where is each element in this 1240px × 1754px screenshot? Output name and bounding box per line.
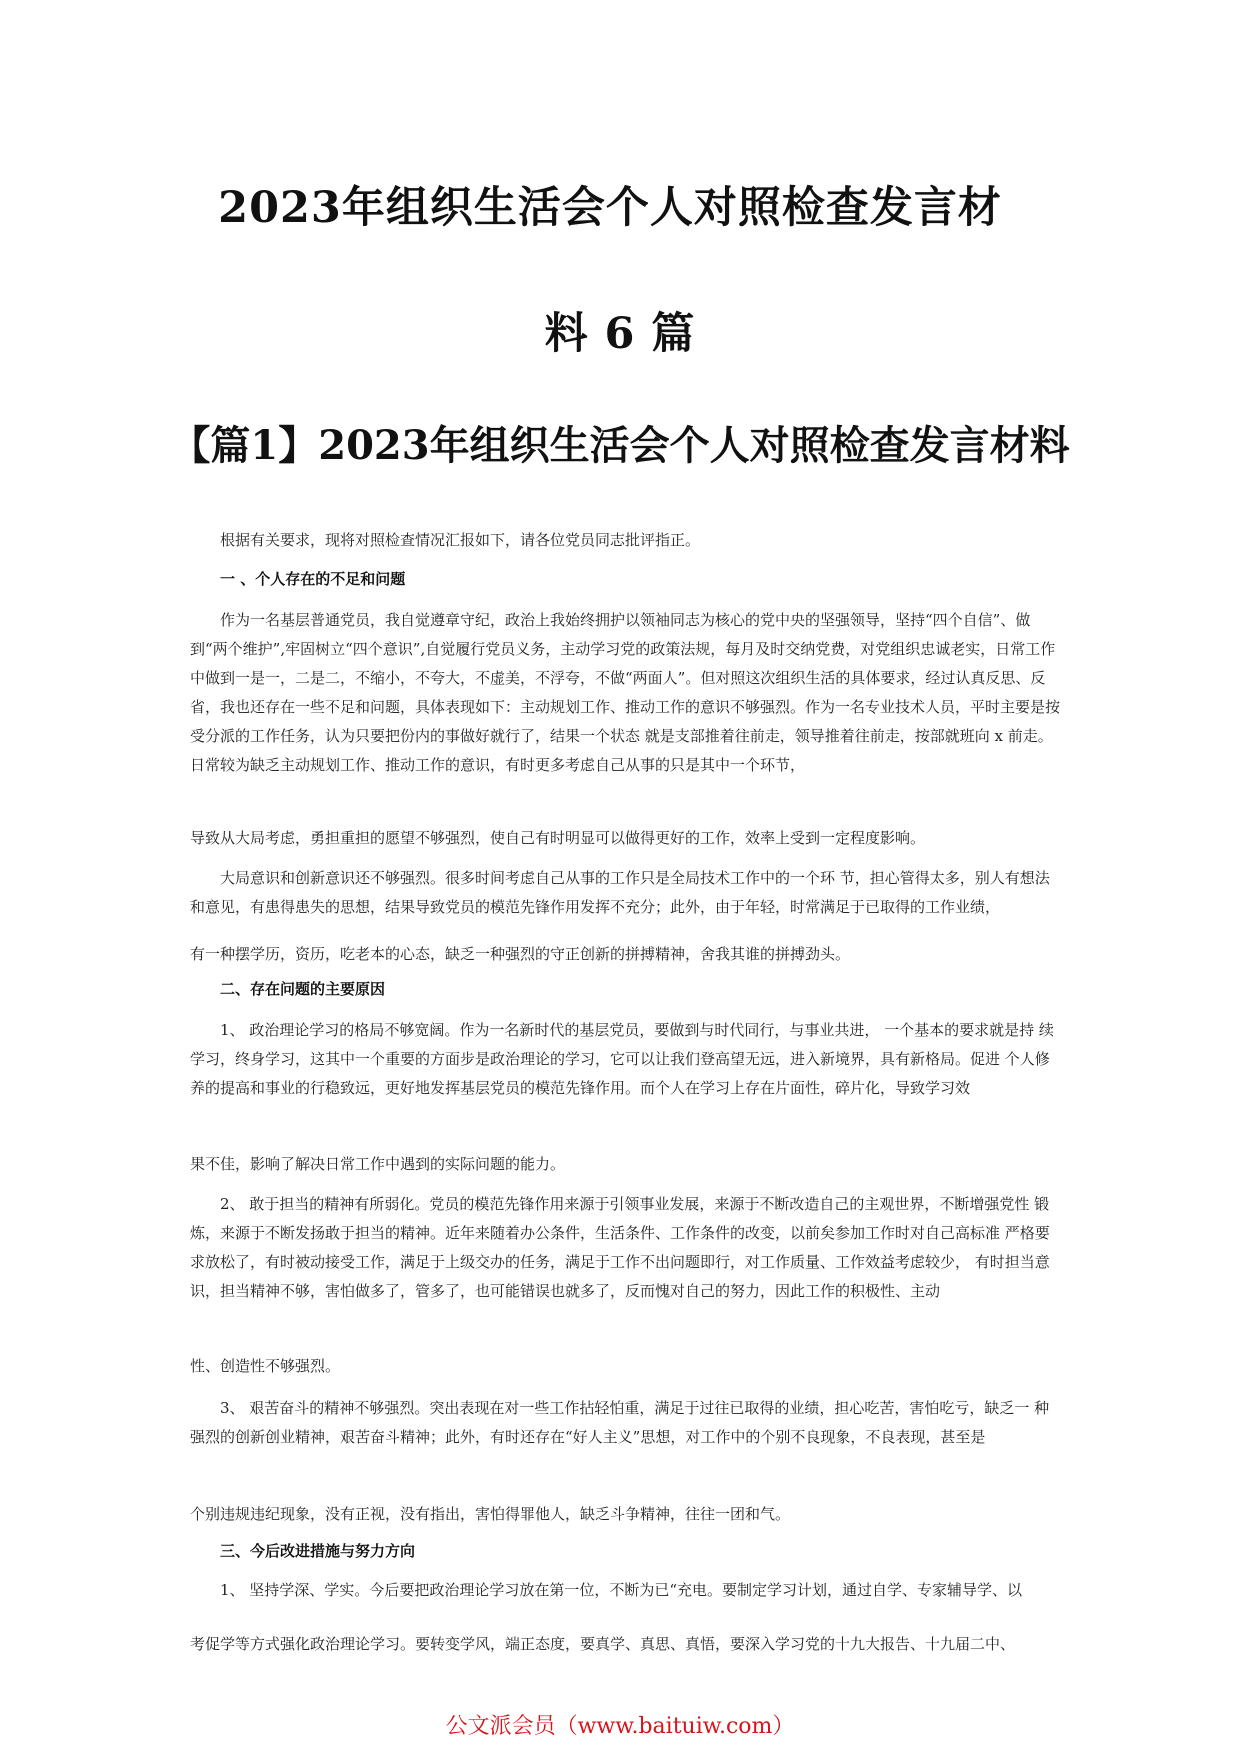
section2-heading: 二、存在问题的主要原因 [220, 980, 386, 998]
paragraph-5-cont: 个别违规违纪现象，没有正视，没有指出，害怕得罪他人，缺乏斗争精神，往往一团和气。 [190, 1505, 791, 1523]
paragraph-1-cont: 导致从大局考虑，勇担重担的愿望不够强烈，使自己有时明显可以做得更好的工作，效率上受到一定程度影响。 [190, 829, 926, 847]
paragraph-3-cont: 果不佳，影响了解决日常工作中遇到的实际问题的能力。 [190, 1155, 566, 1173]
paragraph-4-cont: 性、创造性不够强烈。 [190, 1357, 341, 1375]
paragraph-6: 1、 坚持学深、学实。今后要把政治理论学习放在第一位，不断为已“充电。要制定学习计划，通过自学、专家辅导学、以 [220, 1581, 1022, 1599]
paragraph-1: 作为一名基层普通党员，我自觉遵章守纪，政治上我始终拥护以领袖同志为核心的党中央的坚强领导，坚持“四个自信”、做到“两个维护”,牢固树立“四个意识”,自觉履行党员义务，主动学习党的政策法规，每月及时交纳党费，对党组织忠诚老实，日常工作中做到一是一，二是二，不缩小，不夸大，不虚美，不浮夸，不做“两面人”。但对照这次组织生活的具体要求，经过认真反思、反省，我也还存在一些不足和问题，具体表现如下：主动规划工作、推动工作的意识不够强烈。作为一名专业技术人员，平时主要是按受分派的工作任务，认为只要把份内的事做好就行了，结果一个状态 就是支部推着往前走，领导推着往前走，按部就班向 x 前走。日常较为缺乏主动规划工作、推动工作的意识，有时更多考虑自己从事的只是其中一个环节， [190, 611, 1061, 774]
paragraph-2-cont: 有一种摆学历，资历，吃老本的心态，缺乏一种强烈的守正创新的拼搏精神，舍我其谁的拼搏劲头。 [190, 945, 851, 963]
section1-heading: 一 、个人存在的不足和问题 [220, 570, 406, 588]
section3-heading: 三、今后改进措施与努力方向 [220, 1542, 416, 1560]
doc-title-line2: 料 6 篇 [544, 309, 696, 359]
paragraph-5: 3、 艰苦奋斗的精神不够强烈。突出表现在对一些工作拈轻怕重，满足于过往已取得的业绩，担心吃苦，害怕吃亏，缺乏一 种强烈的创新创业精神，艰苦奋斗精神；此外，有时还存在“好人主义”思想，对工作中的个别不良现象，不良表现，甚至是 [190, 1399, 1050, 1446]
paragraph-2: 大局意识和创新意识还不够强烈。很多时间考虑自己从事的工作只是全局技术工作中的一个环 节，担心管得太多，别人有想法和意见，有患得患失的思想，结果导致党员的模范先锋作用发挥不充分；此外，由于年轻，时常满足于已取得的工作业绩， [190, 869, 1050, 916]
doc-subtitle: 【篇1】2023年组织生活会个人对照检查发言材料 [170, 422, 1070, 469]
paragraph-6-cont: 考促学等方式强化政治理论学习。要转变学风，端正态度，要真学、真思、真悟，要深入学习党的十九大报告、十九届二中、 [190, 1635, 1016, 1653]
intro-paragraph: 根据有关要求，现将对照检查情况汇报如下，请各位党员同志批评指正。 [220, 531, 701, 549]
paragraph-4: 2、 敢于担当的精神有所弱化。党员的模范先锋作用来源于引领事业发展，来源于不断改造自己的主观世界，不断增强党性 锻炼，来源于不断发扬敢于担当的精神。近年来随着办公条件，生活条件、工作条件的改变，以前矣参加工作时对自己高标准 严格要求放松了，有时被动接受工作，满足于上级交办的任务，满足于工作不出问题即行，对工作质量、工作效益考虑较少， 有时担当意识，担当精神不够，害怕做多了，管多了，也可能错误也就多了，反而愧对自己的努力，因此工作的积极性、主动 [190, 1195, 1050, 1300]
footer-watermark: 公文派会员（www.baituiw.com） [445, 1714, 795, 1739]
paragraph-3: 1、 政治理论学习的格局不够宽阔。作为一名新时代的基层党员，要做到与时代同行，与事业共进， 一个基本的要求就是持 续学习，终身学习，这其中一个重要的方面步是政治理论的学习，它可以让我们登高望无远，进入新境界，具有新格局。促进 个人修养的提高和事业的行稳致远，更好地发挥基层党员的模范先锋作用。而个人在学习上存在片面性，碎片化，导致学习效 [190, 1021, 1054, 1097]
doc-title-line1: 2023年组织生活会个人对照检查发言材 [218, 183, 1002, 233]
